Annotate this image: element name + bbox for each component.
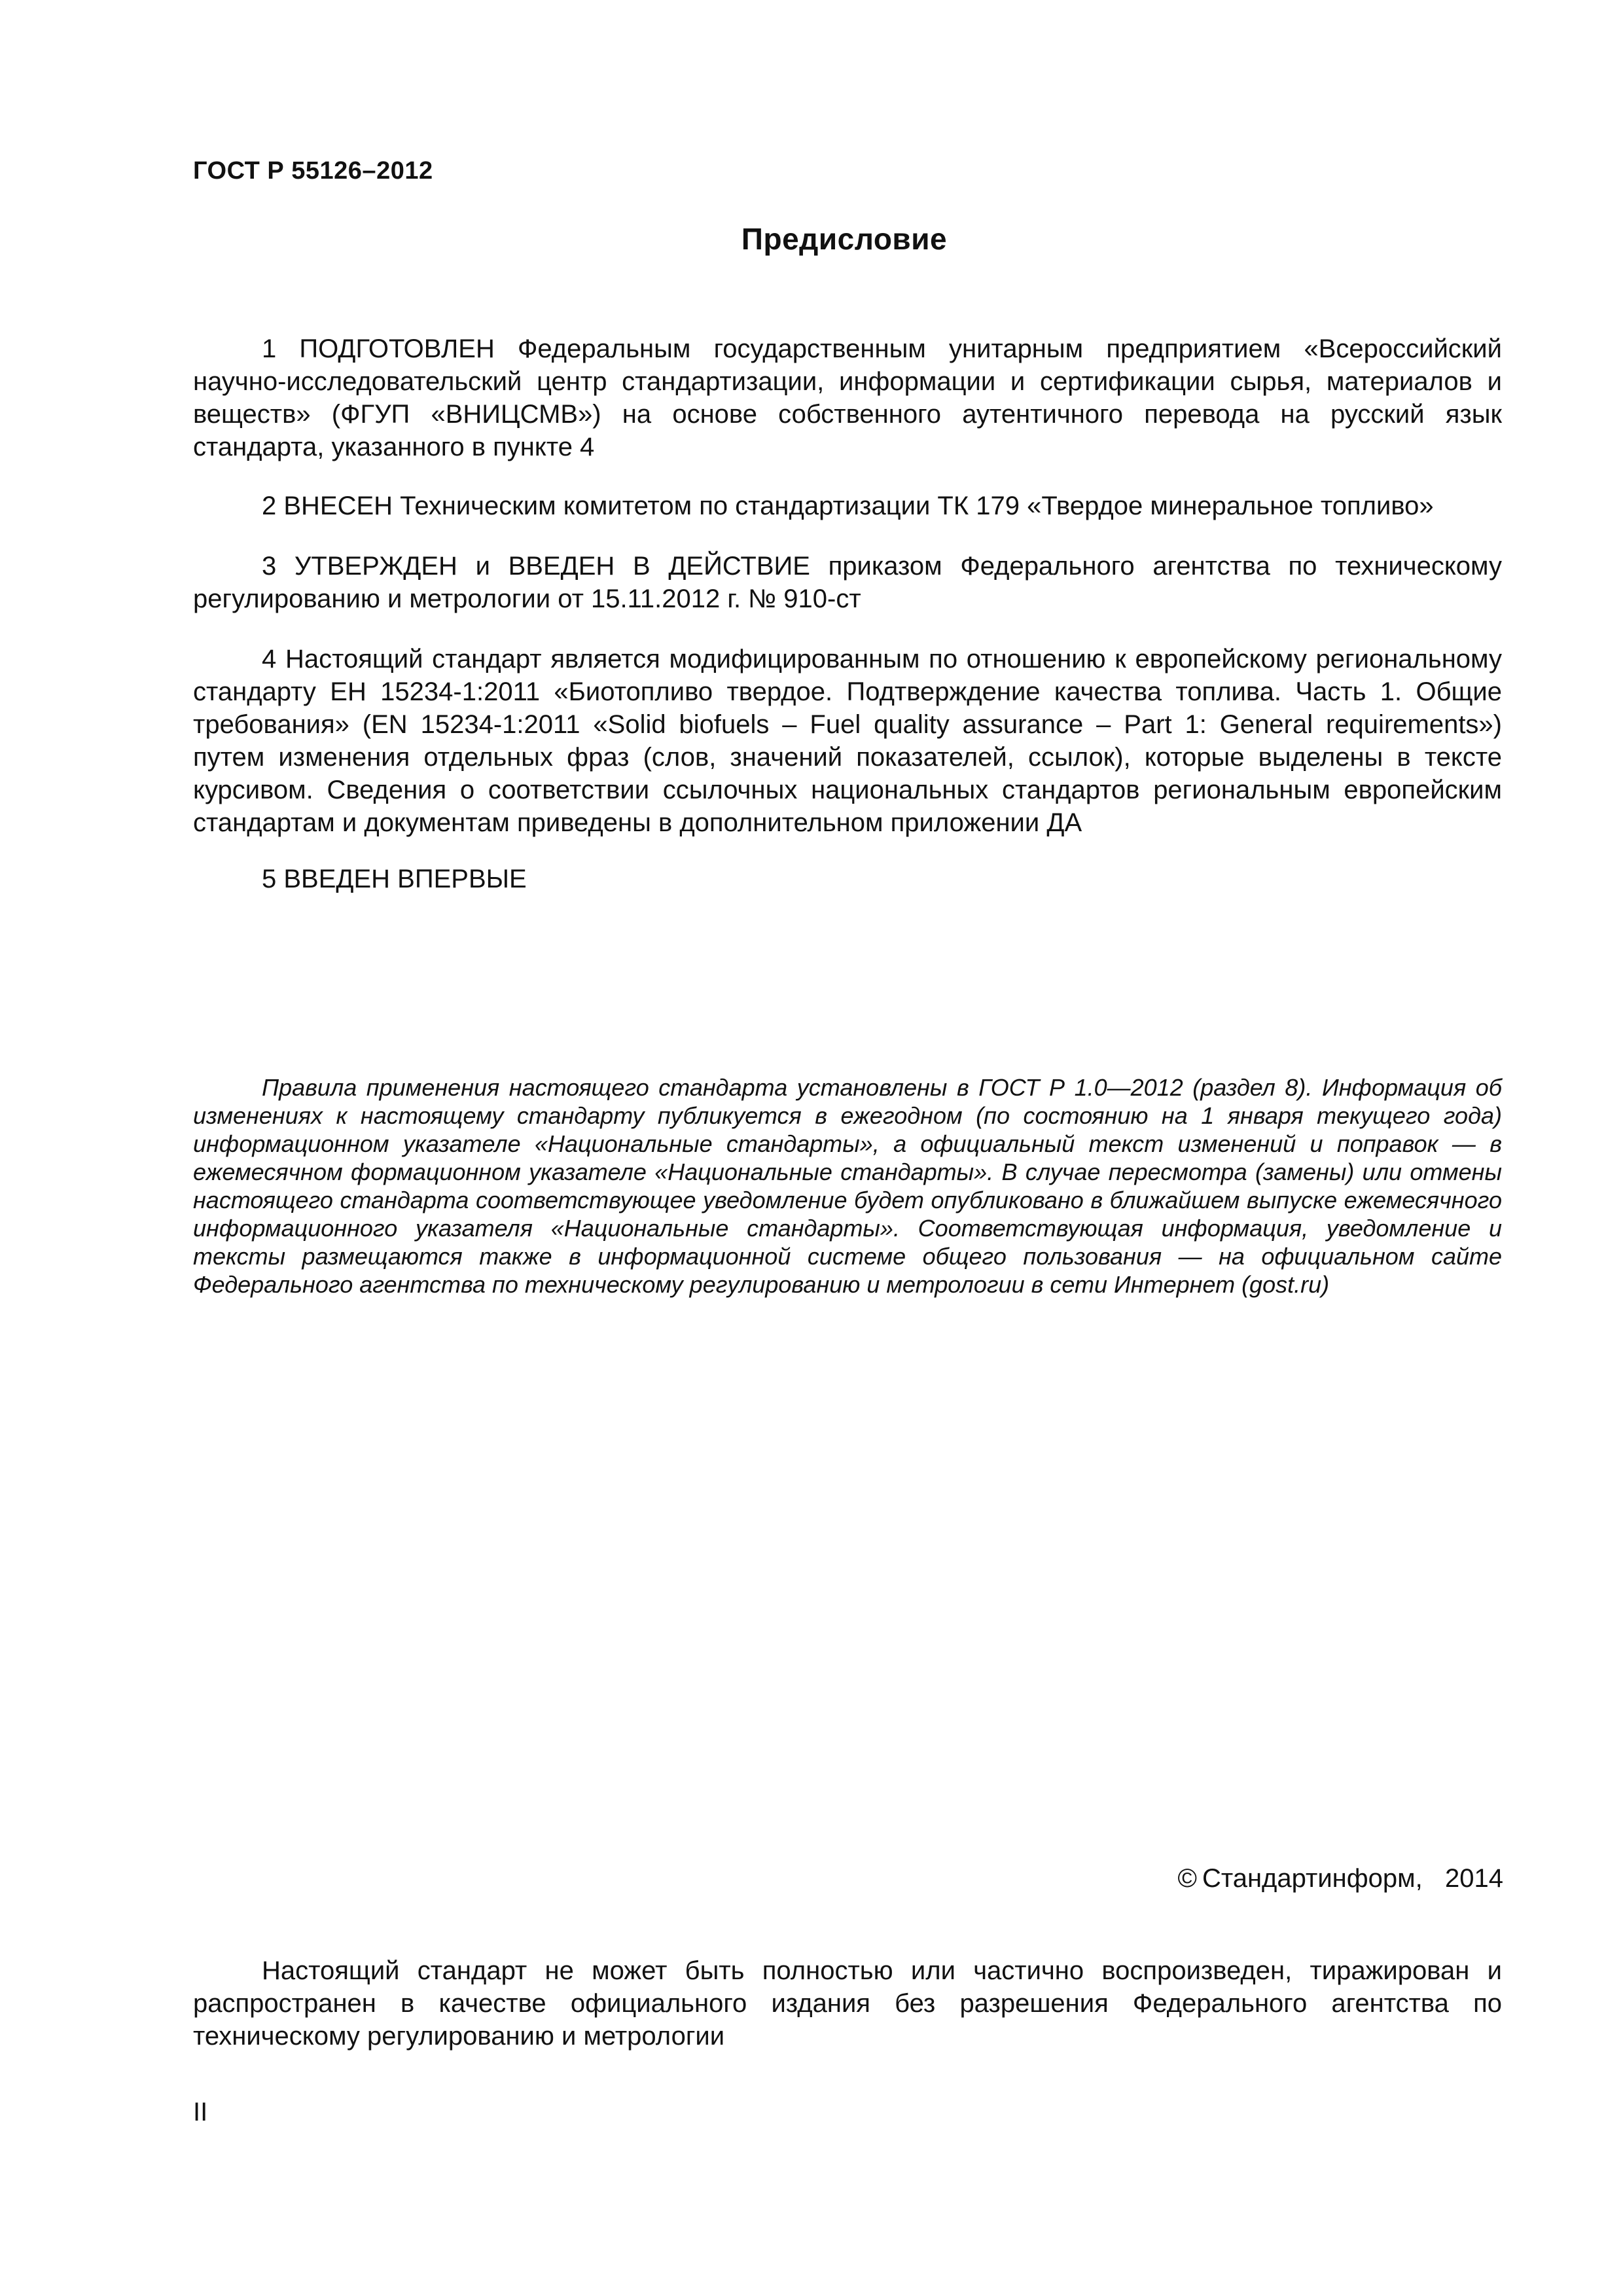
- reproduction-notice: Настоящий стандарт не может быть полностью или частично воспроизведен, тиражирован и распространен в качестве официального издания без разрешения Федерального агентства по техническому регулированию и метрологии: [193, 1956, 1502, 2051]
- copyright-holder: Стандартинформ,: [1202, 1864, 1423, 1893]
- document-code: ГОСТ Р 55126–2012: [193, 157, 433, 185]
- paragraph-approved: 3 УТВЕРЖДЕН и ВВЕДЕН В ДЕЙСТВИЕ приказом Федерального агентства по техническому регулированию и метрологии от 15.11.2012 г. № 910-ст: [193, 552, 1502, 613]
- paragraph-first-introduced: 5 ВВЕДЕН ВПЕРВЫЕ: [262, 865, 527, 893]
- page-number: II: [193, 2098, 208, 2126]
- paragraph-prepared-by: 1 ПОДГОТОВЛЕН Федеральным государственным унитарным предприятием «Всероссийский научно-исследовательский центр стандартизации, информации и сертификации сырья, материалов и веществ» (ФГУП «ВНИЦСМВ») на основе собственного аутентичного перевода на русский язык стандарта, указанного в пункте 4: [193, 334, 1502, 461]
- copyright-line: [1177, 1864, 1503, 1893]
- application-rules-notice: Правила применения настоящего стандарта установлены в ГОСТ Р 1.0—2012 (раздел 8). Информация об изменениях к настоящему стандарту публикуется в ежегодном (по состоянию на 1 января текущего года) информационном указателе «Национальные стандарты», а официальный текст изменений и поправок — в ежемесячном формационном указателе «Национальные стандарты». В случае пересмотра (замены) или отмены настоящего стандарта соответствующее уведомление будет опубликовано в ближайшем выпуске ежемесячного информационного указателя «Национальные стандарты». Соответствующая информация, уведомление и тексты размещаются также в информационной системе общего пользования — на официальном сайте Федерального агентства по техническому регулированию и метрологии в сети Интернет (gost.ru): [193, 1074, 1502, 1298]
- paragraph-modification: 4 Настоящий стандарт является модифицированным по отношению к европейскому региональному стандарту ЕН 15234-1:2011 «Биотопливо твердое. Подтверждение качества топлива. Часть 1. Общие требования» (EN 15234-1:2011 «Solid biofuels – Fuel quality assurance – Part 1: General requirements») путем изменения отдельных фраз (слов, значений показателей, ссылок), которые выделены в тексте курсивом. Сведения о соответствии ссылочных национальных стандартов региональным европейским стандартам и документам приведены в дополнительном приложении ДА: [193, 645, 1502, 837]
- page-title: Предисловие: [741, 222, 948, 256]
- paragraph-introduced-by: 2 ВНЕСЕН Техническим комитетом по стандартизации ТК 179 «Твердое минеральное топливо»: [262, 492, 1434, 520]
- copyright-symbol: ©: [1177, 1864, 1197, 1893]
- copyright-year: 2014: [1445, 1864, 1503, 1893]
